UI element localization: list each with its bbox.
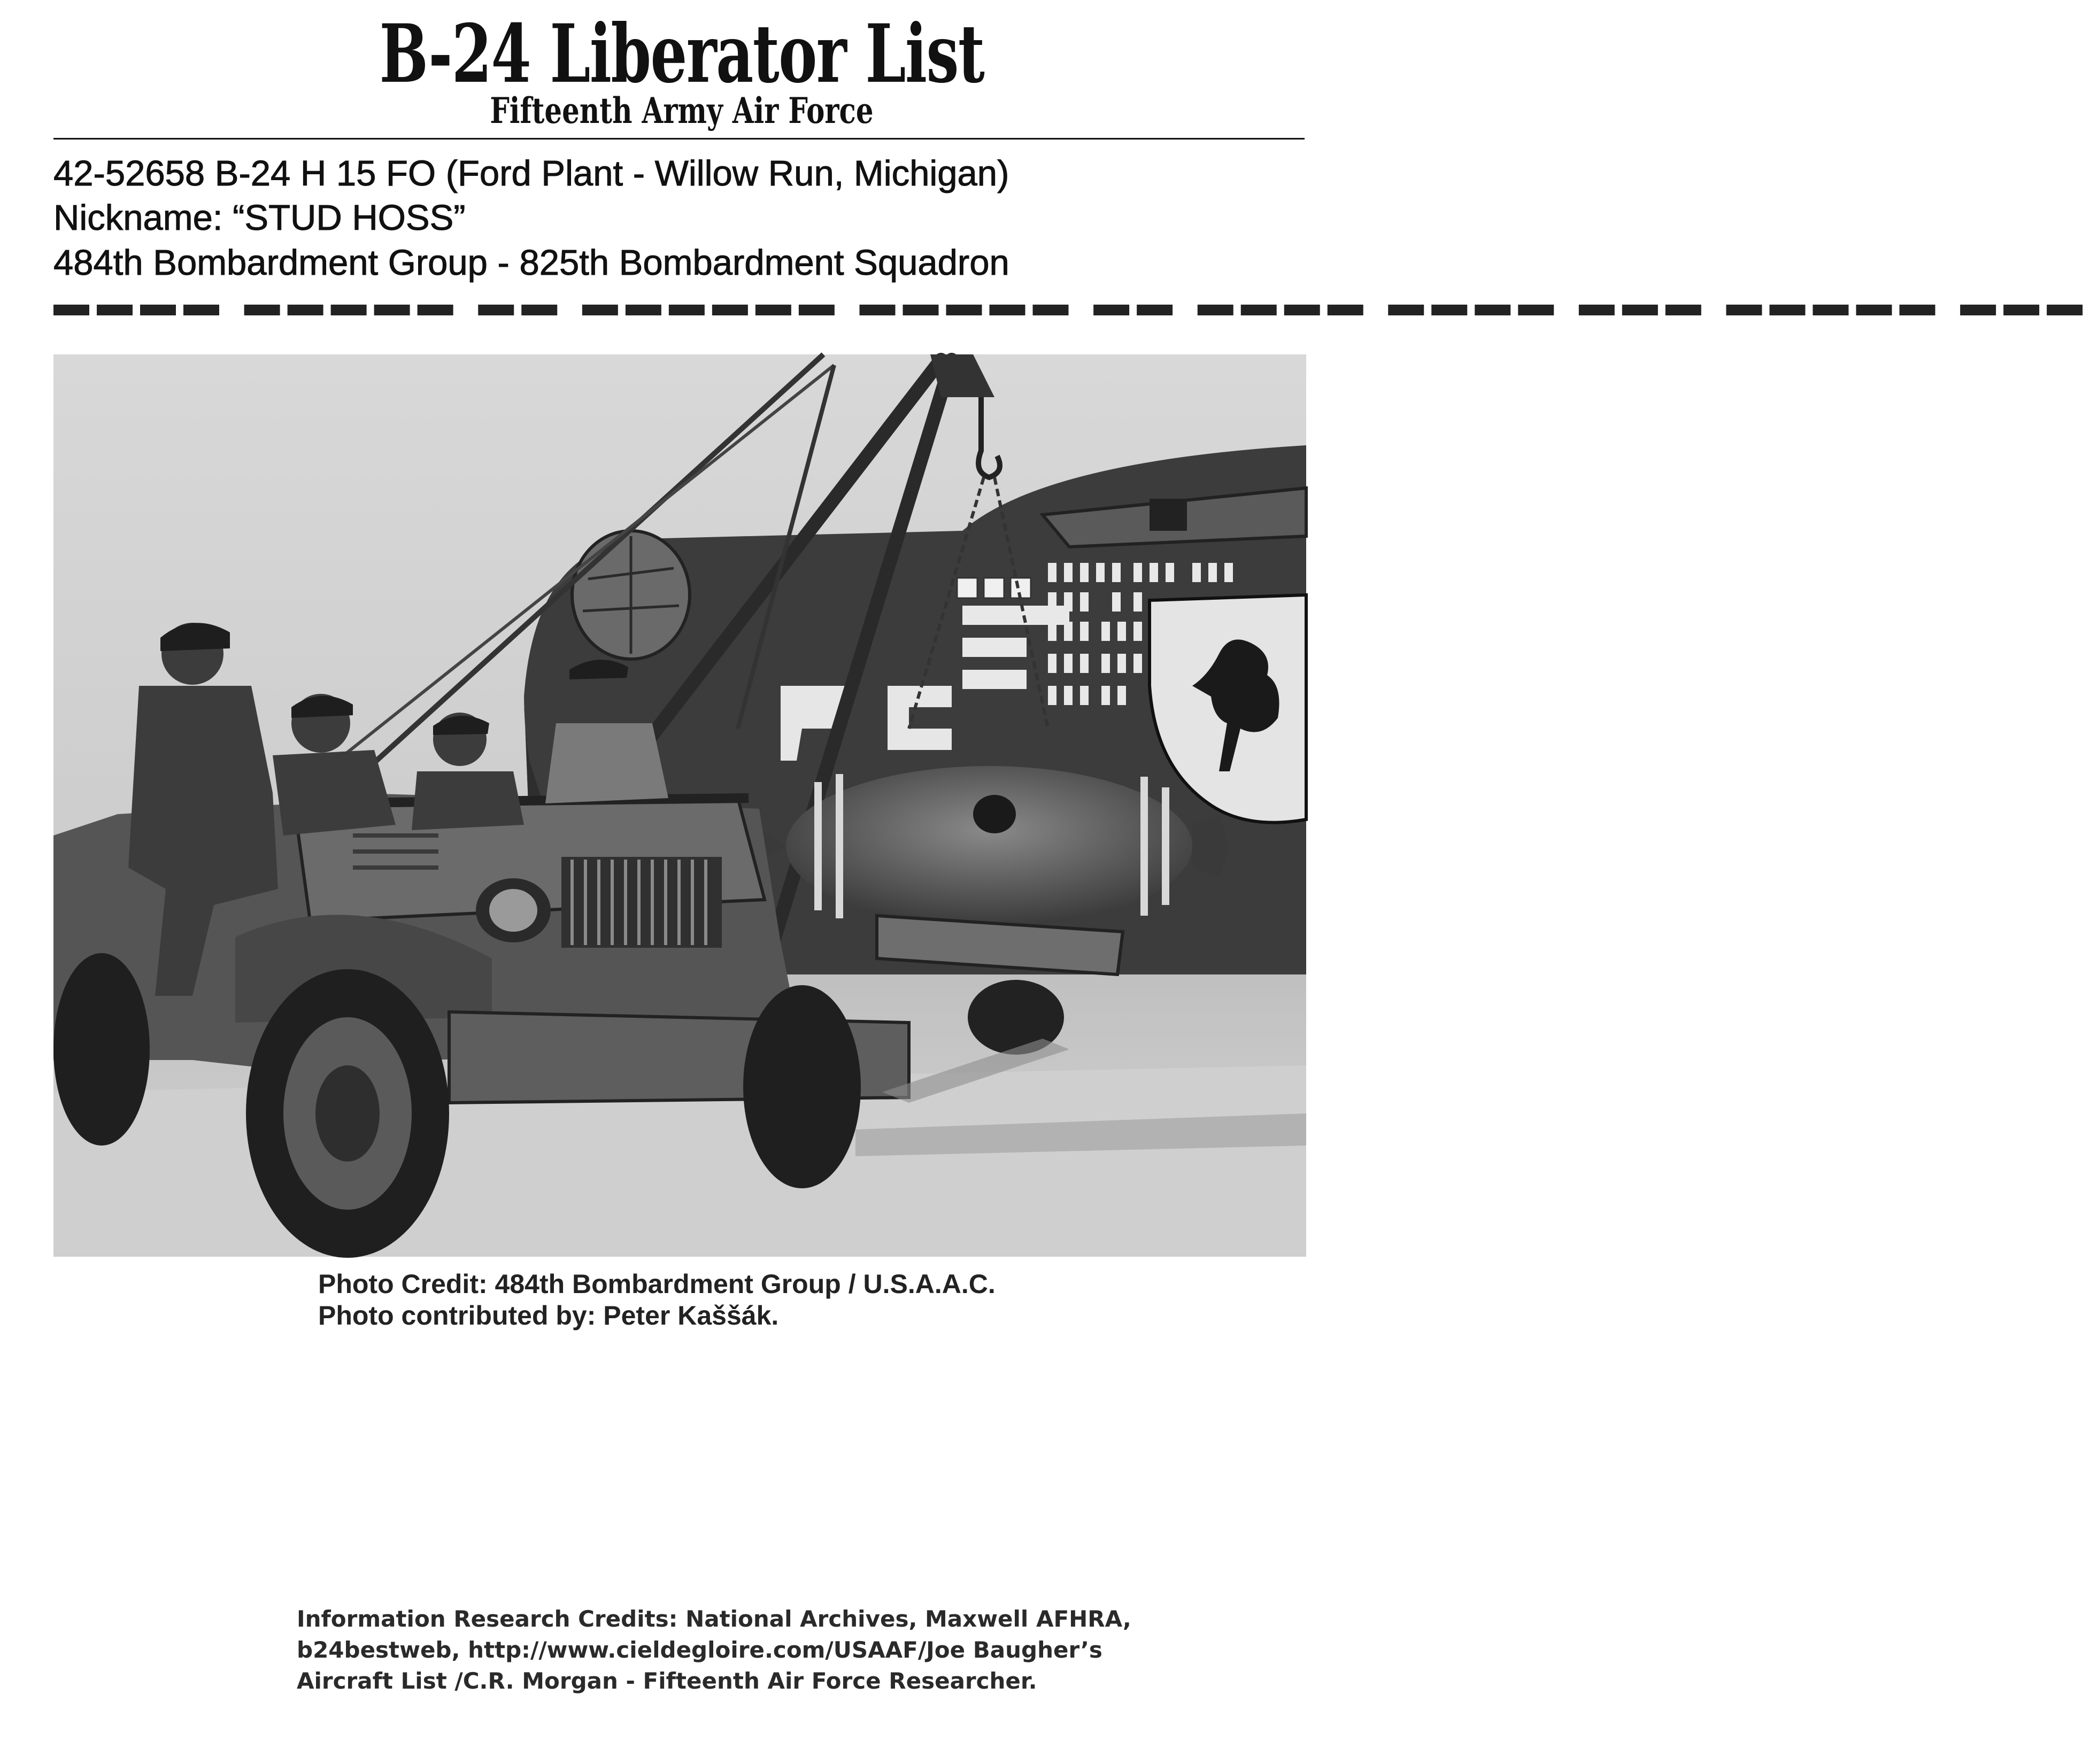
aircraft-photo: [53, 354, 1306, 1257]
title-divider: [53, 138, 1305, 140]
research-credits-line-2: b24bestweb, http://www.cieldegloire.com/USAAF/Joe Baugher’s: [297, 1637, 1102, 1663]
research-credits-line-1: Information Research Credits: National Archives, Maxwell AFHRA,: [297, 1606, 1131, 1632]
research-credits-line-3: Aircraft List /C.R. Morgan - Fifteenth Air Force Researcher.: [297, 1668, 1037, 1694]
clipped-text-line: ▬▬▬▬ ▬▬▬▬▬ ▬▬ ▬▬▬▬▬▬ ▬▬▬▬▬ ▬▬ ▬▬▬▬ ▬▬▬▬ ▬▬▬ ▬▬▬▬▬ ▬▬▬: [53, 283, 2090, 323]
research-credits: [297, 1604, 1152, 1697]
photo-credit: Photo Credit: 484th Bombardment Group / U.S.A.A.C.: [318, 1269, 996, 1299]
aircraft-nickname-line: Nickname: “STUD HOSS”: [53, 198, 466, 238]
page-title: B-24 Liberator List: [379, 7, 984, 101]
aircraft-serial-line: 42-52658 B-24 H 15 FO (Ford Plant - Willow Run, Michigan): [53, 153, 1009, 194]
aircraft-unit-line: 484th Bombardment Group - 825th Bombardment Squadron: [53, 243, 1009, 283]
photo-contributor: Photo contributed by: Peter Kaššák.: [318, 1301, 779, 1330]
page-subtitle: Fifteenth Army Air Force: [490, 90, 874, 131]
